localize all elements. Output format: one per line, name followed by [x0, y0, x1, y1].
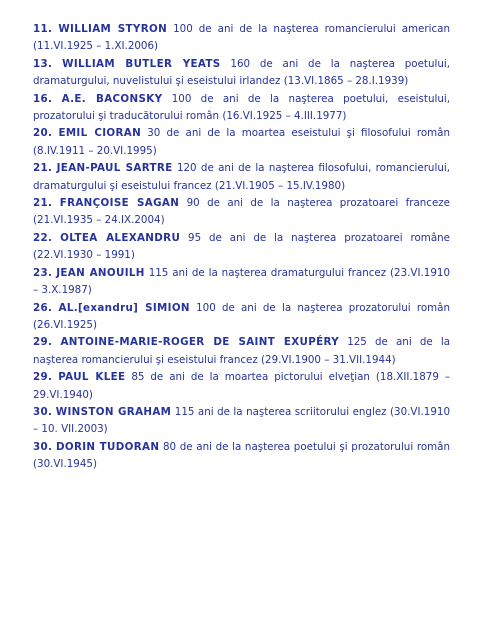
entry-person-name: WILLIAM BUTLER YEATS — [62, 57, 221, 70]
entry-day: 26. — [33, 301, 53, 314]
anniversary-entry — [33, 404, 450, 439]
entry-day: 11. — [33, 23, 53, 35]
entry-day: 21. — [33, 197, 53, 210]
entry-description: 95 de ani de la naşterea prozatoarei române (22.VI.1930 – 1991) — [33, 231, 450, 262]
entry-day: 23. — [33, 266, 53, 279]
anniversary-entry — [33, 125, 450, 160]
entry-person-name: JEAN ANOUILH — [56, 266, 145, 279]
anniversary-entry — [33, 334, 450, 369]
anniversary-entry — [33, 56, 450, 91]
entry-person-name: DORIN TUDORAN — [55, 440, 160, 453]
anniversary-entry — [33, 300, 450, 335]
anniversary-entry — [33, 369, 450, 404]
anniversary-entry — [33, 230, 450, 265]
entry-description: 160 de ani de la naşterea poetului, dramaturgului, nuvelistului şi eseistului irlandez (13.VI.1865 – 28.I.1939) — [33, 57, 450, 88]
entry-person-name: WILLIAM STYRON — [58, 23, 168, 35]
anniversary-entry — [33, 160, 450, 195]
entry-day: 30. — [33, 405, 53, 418]
entry-description: 90 de ani de la naşterea prozatoarei franceze (21.VI.1935 – 24.IX.2004) — [33, 197, 451, 227]
entry-description: 100 de ani de la naşterea prozatorului român (26.VI.1925) — [33, 301, 450, 331]
entry-description: 85 de ani de la moartea pictorului elveţian (18.XII.1879 – 29.VI.1940) — [33, 371, 450, 401]
entry-description: 115 ani de la naşterea scriitorului englez (30.VI.1910 – 10. VII.2003) — [33, 405, 450, 436]
entry-person-name: EMIL CIORAN — [58, 127, 142, 140]
entry-day: 20. — [33, 127, 53, 140]
entry-description: 30 de ani de la moartea eseistului şi filosofului român (8.IV.1911 – 20.VI.1995) — [33, 127, 451, 157]
entry-day: 13. — [33, 57, 53, 70]
anniversary-list — [33, 21, 450, 474]
entry-day: 16. — [33, 92, 53, 105]
entry-day: 21. — [33, 162, 53, 175]
entry-person-name: JEAN-PAUL SARTRE — [56, 162, 173, 175]
entry-day: 29. — [33, 371, 53, 384]
entry-description: 100 de ani de la naşterea romancierului american (11.VI.1925 – 1.XI.2006) — [33, 23, 450, 53]
entry-description: 120 de ani de la naşterea filosofului, romancierului, dramaturgului şi eseistului francez (21.VI.1905 – 15.IV.1980) — [33, 162, 450, 192]
entry-person-name: A.E. BACONSKY — [61, 92, 163, 105]
entry-day: 22. — [33, 231, 53, 244]
entry-person-name: WINSTON GRAHAM — [55, 405, 172, 418]
entry-person-name: OLTEA ALEXANDRU — [60, 231, 181, 244]
anniversary-entry — [33, 91, 450, 126]
entry-description: 80 de ani de la naşterea poetului şi prozatorului român (30.VI.1945) — [33, 440, 451, 471]
anniversary-entry — [33, 265, 450, 300]
anniversary-entry — [33, 21, 450, 56]
entry-day: 30. — [33, 440, 53, 453]
anniversary-entry — [33, 439, 450, 474]
anniversary-entry — [33, 195, 450, 230]
entry-person-name: PAUL KLEE — [58, 371, 126, 384]
entry-person-name: ANTOINE-MARIE-ROGER DE SAINT EXUPÉRY — [60, 336, 340, 349]
entry-description: 125 de ani de la naşterea romancierului şi eseistului francez (29.VI.1900 – 31.VII.1944) — [33, 336, 451, 366]
entry-person-name: AL.[exandru] SIMION — [58, 301, 190, 314]
entry-person-name: FRANÇOISE SAGAN — [59, 197, 180, 210]
entry-description: 100 de ani de la naşterea poetului, eseistului, prozatorului şi traducătorului român (16.VI.1925 – 4.III.1977) — [33, 92, 450, 123]
entry-description: 115 ani de la naşterea dramaturgului francez (23.VI.1910 – 3.X.1987) — [33, 266, 450, 297]
entry-day: 29. — [33, 336, 53, 349]
